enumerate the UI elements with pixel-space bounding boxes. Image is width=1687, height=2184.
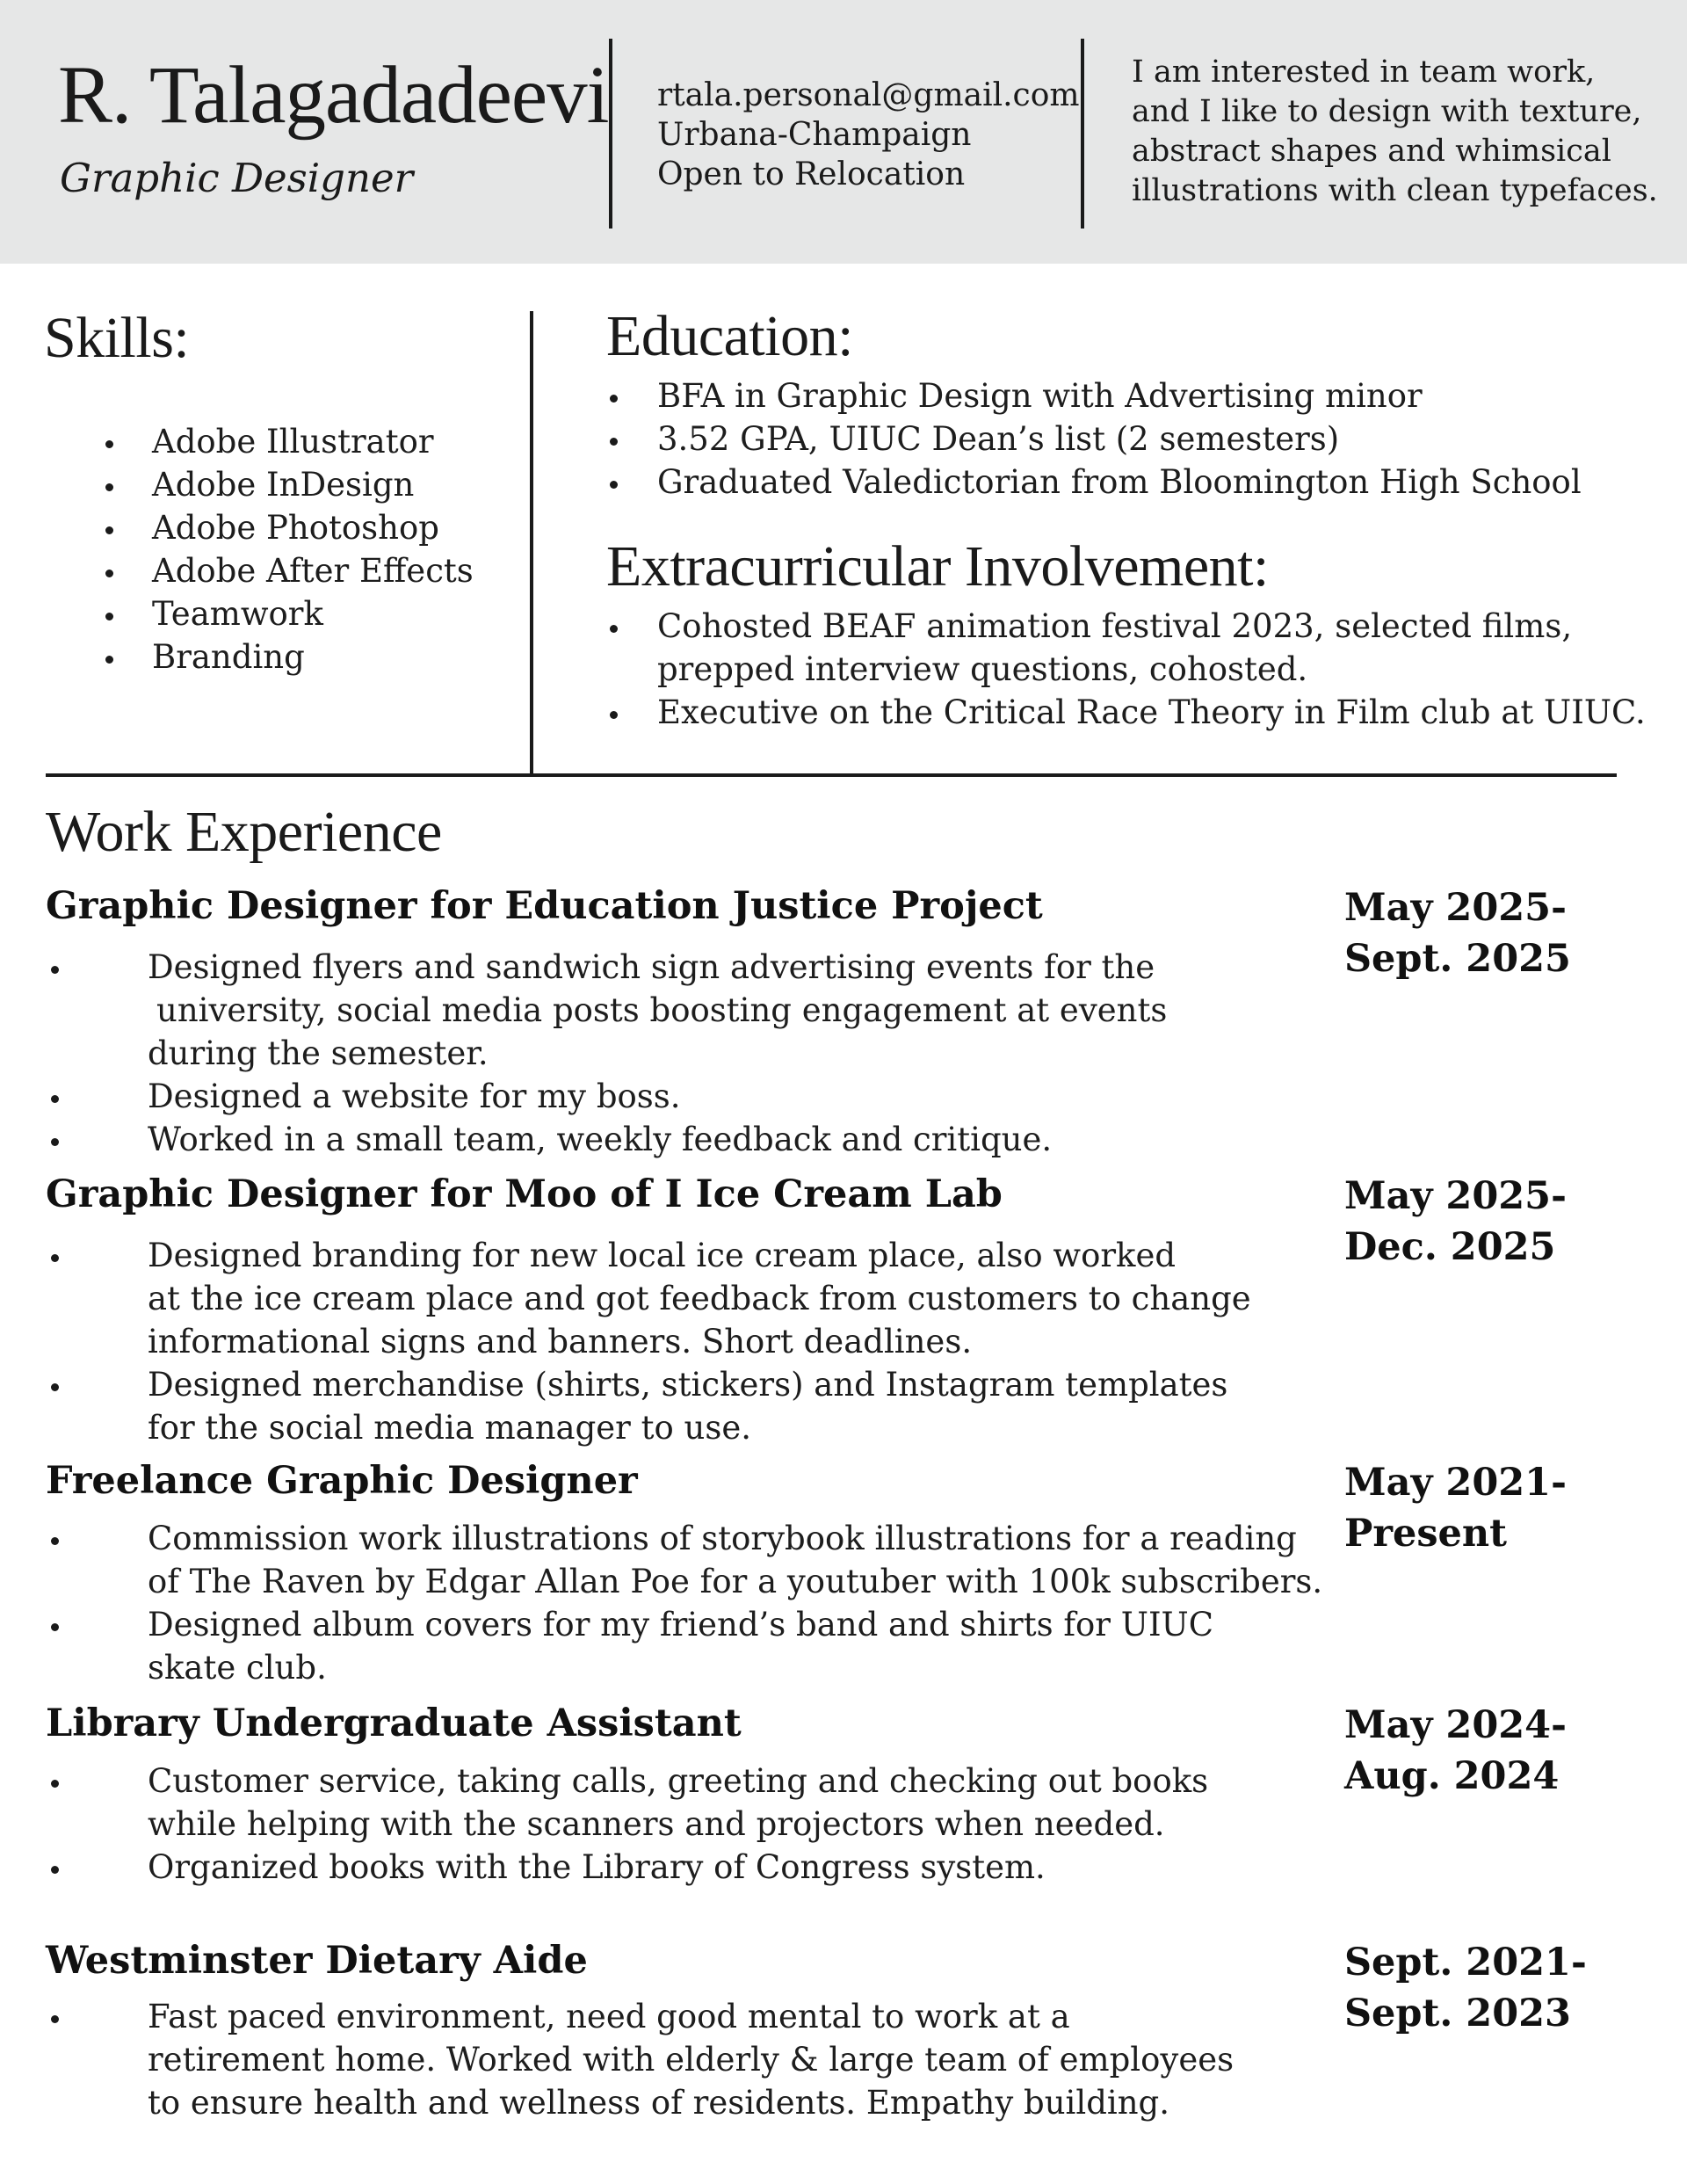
extracurricular-heading: Extracurricular Involvement: <box>606 534 1269 599</box>
about-line: and I like to design with texture, <box>1132 94 1642 129</box>
education-item: Graduated Valedictorian from Bloomington High School <box>606 461 1582 504</box>
job-dates: May 2021- Present <box>1344 1461 1567 1556</box>
job-bullet: Fast paced environment, need good mental to work at a retirement home. Worked with elderly & large team of employees to ensure health and wellness of residents. Empathy building. <box>46 1995 1234 2124</box>
job-bullet: Designed merchandise (shirts, stickers) and Instagram templates for the social media manager to use. <box>46 1363 1251 1449</box>
contact-relocation: Open to Relocation <box>657 156 966 192</box>
extracurricular-list <box>606 605 1646 734</box>
skill-item: Adobe Photoshop <box>105 506 474 549</box>
bullet-icon <box>610 711 618 719</box>
candidate-name: R. Talagadadeevi <box>58 50 609 141</box>
about-line: illustrations with clean typefaces. <box>1132 173 1658 208</box>
bullet-icon <box>105 526 113 534</box>
bullet-icon <box>51 1383 59 1391</box>
contact-email: rtala.personal@gmail.com <box>657 77 1080 113</box>
header-divider-2 <box>1081 39 1084 229</box>
job-bullets <box>46 1995 1234 2124</box>
bullet-icon <box>51 1780 59 1788</box>
bullet-icon <box>51 1254 59 1262</box>
job-bullet: Worked in a small team, weekly feedback and critique. <box>46 1118 1167 1161</box>
skill-item: Adobe Illustrator <box>105 420 474 463</box>
bullet-icon <box>610 481 618 489</box>
about-line: abstract shapes and whimsical <box>1132 134 1611 169</box>
section-divider-vertical <box>530 311 533 775</box>
contact-info <box>657 76 1080 194</box>
bullet-icon <box>105 570 113 577</box>
job-bullet: Organized books with the Library of Congress system. <box>46 1846 1208 1889</box>
bullet-icon <box>51 1537 59 1545</box>
bullet-icon <box>51 1138 59 1146</box>
bullet-icon <box>610 625 618 633</box>
job-bullet: Commission work illustrations of storybook illustrations for a reading of The Raven by Edgar Allan Poe for a youtuber with 100k subscribers. <box>46 1517 1322 1603</box>
job-title: Library Undergraduate Assistant <box>46 1701 742 1745</box>
bullet-icon <box>51 1623 59 1631</box>
bullet-icon <box>610 438 618 446</box>
job-dates: Sept. 2021- Sept. 2023 <box>1344 1941 1587 2035</box>
education-item: BFA in Graphic Design with Advertising minor <box>606 374 1582 417</box>
job-bullets <box>46 1234 1251 1449</box>
bullet-icon <box>105 440 113 448</box>
skills-heading: Skills: <box>44 306 190 370</box>
header-divider-1 <box>609 39 612 229</box>
bullet-icon <box>51 1866 59 1874</box>
resume-header <box>0 0 1687 264</box>
job-bullet: Customer service, taking calls, greeting and checking out books while helping with the scanners and projectors when needed. <box>46 1760 1208 1846</box>
job-dates: May 2025- Sept. 2025 <box>1344 886 1571 981</box>
extracurricular-item: Executive on the Critical Race Theory in Film club at UIUC. <box>606 691 1646 734</box>
job-bullet: Designed album covers for my friend’s band and shirts for UIUC skate club. <box>46 1603 1322 1689</box>
about-statement <box>1132 53 1658 211</box>
job-bullets <box>46 946 1167 1161</box>
skill-item: Adobe InDesign <box>105 463 474 506</box>
bullet-icon <box>610 395 618 403</box>
skill-item: Adobe After Effects <box>105 549 474 592</box>
education-list <box>606 374 1582 504</box>
skill-item: Branding <box>105 635 474 678</box>
job-title: Westminster Dietary Aide <box>46 1939 588 1983</box>
extracurricular-item: Cohosted BEAF animation festival 2023, selected films, prepped interview questions, cohosted. <box>606 605 1646 691</box>
job-title: Freelance Graphic Designer <box>46 1459 638 1503</box>
bullet-icon <box>51 966 59 974</box>
bullet-icon <box>105 656 113 664</box>
bullet-icon <box>105 483 113 491</box>
bullet-icon <box>51 1095 59 1103</box>
candidate-title: Graphic Designer <box>60 155 414 201</box>
job-bullet: Designed a website for my boss. <box>46 1075 1167 1118</box>
job-title: Graphic Designer for Moo of I Ice Cream Lab <box>46 1172 1003 1216</box>
contact-location: Urbana-Champaign <box>657 117 972 153</box>
education-heading: Education: <box>606 304 853 368</box>
education-item: 3.52 GPA, UIUC Dean’s list (2 semesters) <box>606 417 1582 461</box>
job-bullets <box>46 1760 1208 1889</box>
skills-list <box>105 420 474 678</box>
job-dates: May 2024- Aug. 2024 <box>1344 1703 1567 1798</box>
job-bullet: Designed flyers and sandwich sign advertising events for the university, social media posts boosting engagement at events during the semester. <box>46 946 1167 1075</box>
skill-item: Teamwork <box>105 592 474 635</box>
job-title: Graphic Designer for Education Justice Project <box>46 884 1043 928</box>
job-bullets <box>46 1517 1322 1689</box>
job-bullet: Designed branding for new local ice cream place, also worked at the ice cream place and got feedback from customers to change informational signs and banners. Short deadlines. <box>46 1234 1251 1363</box>
bullet-icon <box>51 2015 59 2023</box>
section-divider-horizontal <box>46 773 1617 777</box>
bullet-icon <box>105 613 113 620</box>
job-dates: May 2025- Dec. 2025 <box>1344 1174 1567 1269</box>
about-line: I am interested in team work, <box>1132 54 1596 90</box>
work-heading: Work Experience <box>46 800 442 864</box>
